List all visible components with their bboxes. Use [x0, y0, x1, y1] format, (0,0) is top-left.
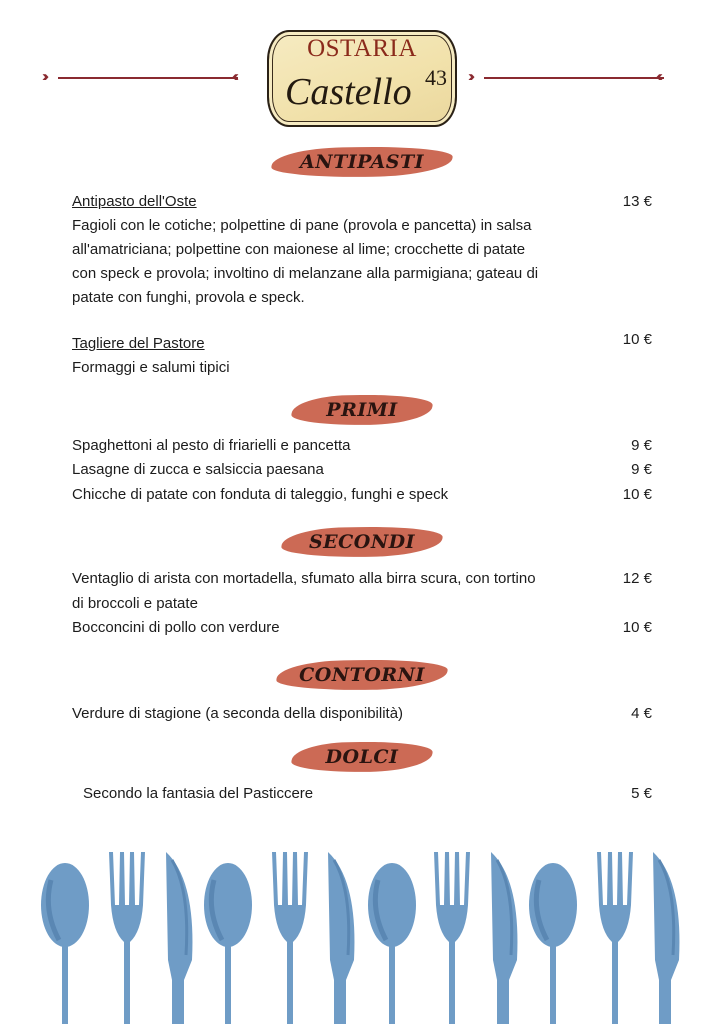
item-name: Secondo la fantasia del Pasticcere — [83, 785, 314, 802]
spoon-icon — [368, 863, 416, 1024]
fork-icon — [272, 852, 308, 1024]
item-price: 9 € — [631, 437, 652, 454]
item-description: Formaggi e salumi tipici — [72, 359, 230, 376]
divider-line — [58, 77, 238, 79]
arrow-fletching-icon: ‹‹‹ — [232, 68, 235, 85]
item-price: 5 € — [631, 785, 652, 802]
knife-icon — [328, 852, 354, 1024]
item-name-continued: di broccoli e patate — [72, 595, 198, 612]
section-title: SECONDI — [308, 531, 416, 553]
item-description: all'amatriciana; polpettine con maionese al lime; crocchette di patate — [72, 241, 526, 258]
section-header-secondi — [282, 527, 442, 557]
spoon-icon — [41, 863, 89, 1024]
knife-icon — [653, 852, 679, 1024]
spoon-icon — [529, 863, 577, 1024]
arrow-fletching-icon: ››› — [468, 68, 471, 85]
fork-icon — [109, 852, 145, 1024]
item-price: 10 € — [622, 331, 652, 348]
section-title: ANTIPASTI — [299, 151, 425, 173]
fork-icon — [597, 852, 633, 1024]
item-name: Ventaglio di arista con mortadella, sfumato alla birra scura, con tortino — [72, 570, 536, 587]
logo-castello: Castello — [285, 71, 412, 113]
item-price: 9 € — [631, 461, 652, 478]
logo-number: 43 — [425, 65, 447, 90]
fork-icon — [434, 852, 470, 1024]
section-title: PRIMI — [326, 399, 398, 421]
item-price: 4 € — [631, 705, 652, 722]
item-name: Tagliere del Pastore — [72, 335, 205, 352]
item-name: Spaghettoni al pesto di friarielli e pancetta — [72, 437, 351, 454]
knife-icon — [491, 852, 517, 1024]
item-price: 10 € — [622, 619, 652, 636]
item-description: patate con funghi, provola e speck. — [72, 289, 305, 306]
restaurant-logo — [267, 30, 457, 127]
item-description: Fagioli con le cotiche; polpettine di pane (provola e pancetta) in salsa — [72, 217, 532, 234]
item-price: 10 € — [622, 486, 652, 503]
item-name: Verdure di stagione (a seconda della disponibilità) — [72, 705, 404, 722]
item-price: 13 € — [622, 193, 652, 210]
spoon-icon — [204, 863, 252, 1024]
item-name: Bocconcini di pollo con verdure — [72, 619, 280, 636]
cutlery-illustration — [0, 850, 724, 1024]
item-name: Lasagne di zucca e salsiccia paesana — [72, 461, 324, 478]
item-name: Antipasto dell'Oste — [72, 193, 197, 210]
section-title: CONTORNI — [299, 664, 425, 686]
item-name: Chicche di patate con fonduta di taleggio, funghi e speck — [72, 486, 449, 503]
section-header-antipasti — [272, 147, 452, 177]
item-description: con speck e provola; involtino di melanzane alla parmigiana; gateau di — [72, 265, 539, 282]
item-price: 12 € — [622, 570, 652, 587]
section-header-contorni — [277, 660, 447, 690]
arrow-fletching-icon: ‹‹‹ — [656, 68, 659, 85]
section-title: DOLCI — [325, 746, 399, 768]
arrow-fletching-icon: ››› — [42, 68, 45, 85]
section-header-primi — [292, 395, 432, 425]
divider-line — [484, 77, 664, 79]
logo-ostaria: OSTARIA — [307, 35, 417, 62]
knife-icon — [166, 852, 192, 1024]
section-header-dolci — [292, 742, 432, 772]
